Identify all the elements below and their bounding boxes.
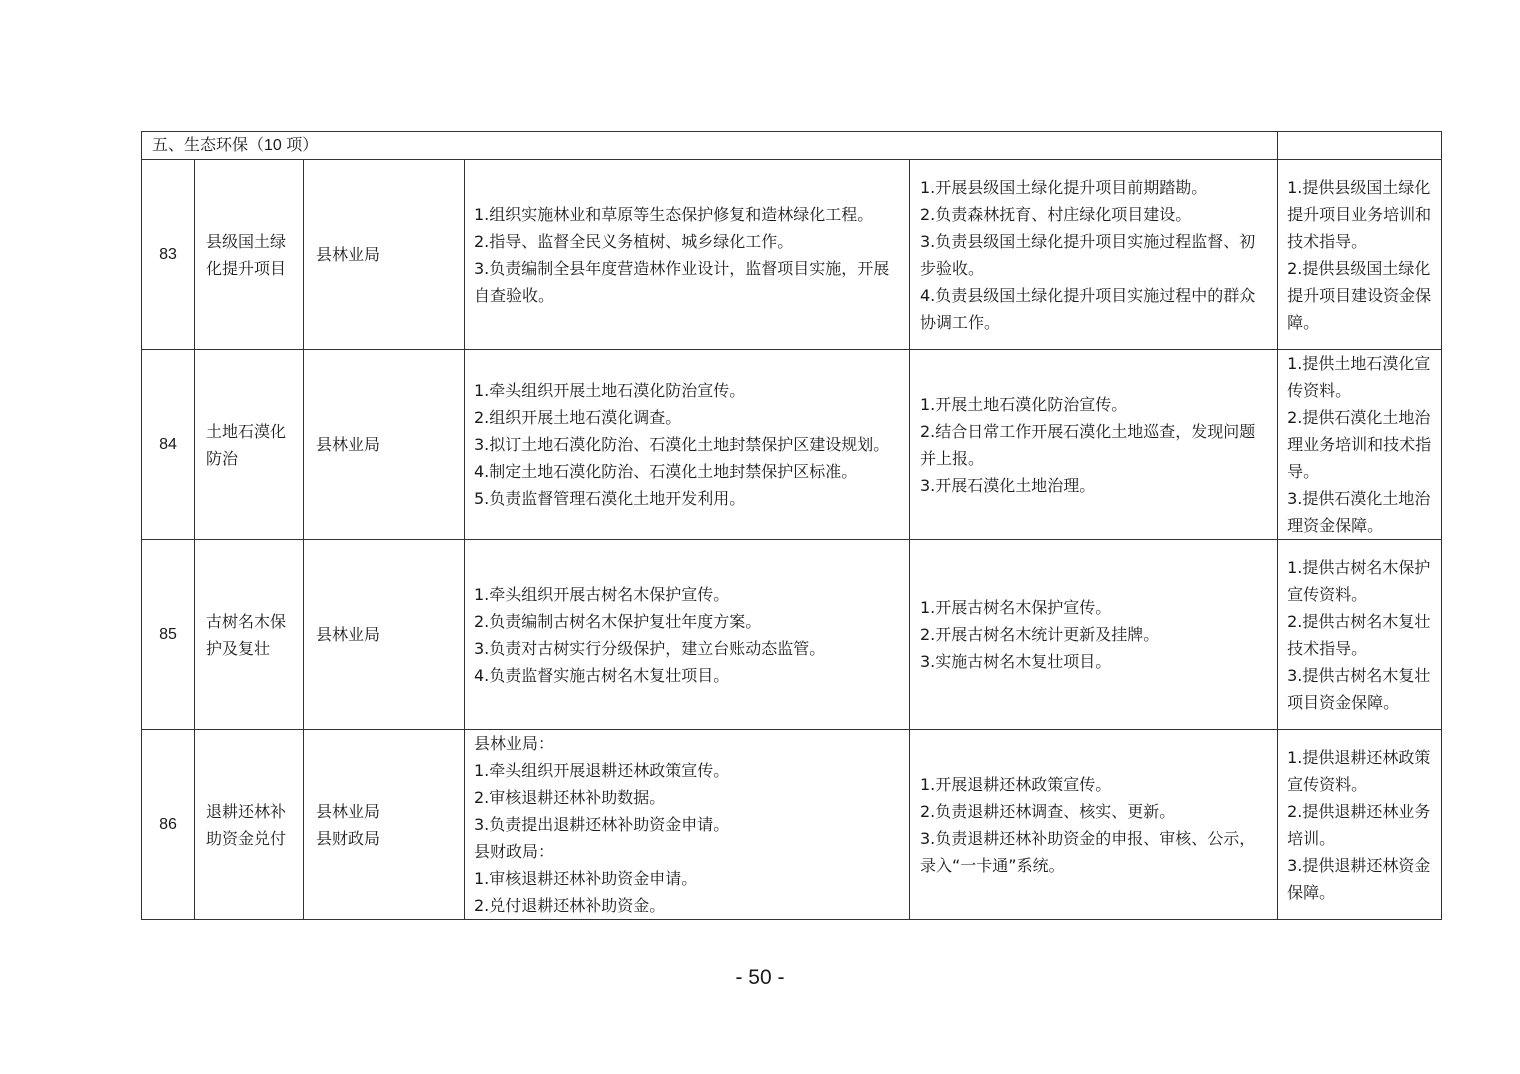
department-duties-line: 1.组织实施林业和草原等生态保护修复和造林绿化工程。: [474, 204, 874, 224]
section-title: 五、生态环保（10 项）: [142, 132, 1278, 160]
township-duties-line: 1.开展退耕还林政策宣传。: [920, 774, 1112, 794]
department-duties-line: 2.组织开展土地石漠化调查。: [474, 408, 682, 427]
responsible-department-line: 县林业局: [316, 245, 381, 264]
township-duties-line: 3.实施古树名木复壮项目。: [920, 652, 1112, 671]
township-duties-line: 2.负责退耕还林调查、核实、更新。: [920, 801, 1176, 821]
responsible-department-line: 县林业局: [316, 801, 381, 821]
township-duties-line: 1.开展县级国土绿化提升项目前期踏勘。: [920, 177, 1208, 197]
township-duties-line: 1.开展古树名木保护宣传。: [920, 598, 1112, 617]
support-measures-line: 1.提供县级国土绿化提升项目业务培训和技术指导。: [1287, 177, 1432, 251]
township-duties: [910, 730, 1278, 920]
department-duties-line: 1.牵头组织开展古树名木保护宣传。: [474, 584, 730, 604]
responsible-department: [304, 160, 465, 350]
item-number: 84: [142, 350, 195, 540]
department-duties: [465, 730, 910, 920]
page-number: - 50 -: [735, 966, 785, 989]
township-duties-line: 2.结合日常工作开展石漠化土地巡查，发现问题并上报。: [920, 421, 1256, 468]
township-duties-line: 2.开展古树名木统计更新及挂牌。: [920, 625, 1160, 644]
section-header-blank-cell: [1278, 132, 1442, 160]
table-row: [142, 730, 1442, 920]
department-duties-line: 2.审核退耕还林补助数据。: [474, 788, 666, 807]
support-measures: [1278, 730, 1442, 920]
support-measures: [1278, 160, 1442, 350]
department-duties-line: 2.兑付退耕还林补助资金。: [474, 896, 666, 915]
item-name: 退耕还林补助资金兑付: [195, 730, 304, 920]
item-name: 土地石漠化防治: [195, 350, 304, 540]
support-measures-line: 2.提供古树名木复壮技术指导。: [1287, 611, 1431, 658]
section-header-row: [142, 132, 1442, 160]
township-duties-line: 3.开展石漠化土地治理。: [920, 475, 1096, 495]
department-duties-line: 2.指导、监督全民义务植树、城乡绿化工作。: [474, 231, 794, 251]
department-duties-line: 1.审核退耕还林补助资金申请。: [474, 869, 698, 888]
support-measures-line: 1.提供退耕还林政策宣传资料。: [1287, 747, 1431, 794]
department-duties-line: 3.拟订土地石漠化防治、石漠化土地封禁保护区建设规划。: [474, 435, 890, 454]
responsible-department-line: 县林业局: [316, 625, 381, 644]
support-measures: [1278, 350, 1442, 540]
responsible-department-line: 县财政局: [316, 828, 381, 848]
township-duties: [910, 540, 1278, 730]
department-duties-line: 3.负责编制全县年度营造林作业设计，监督项目实施，开展自查验收。: [474, 258, 890, 305]
responsible-department: [304, 730, 465, 920]
support-measures: [1278, 540, 1442, 730]
department-duties-line: 3.负责对古树实行分级保护，建立台账动态监管。: [474, 638, 826, 658]
support-measures-line: 1.提供土地石漠化宣传资料。: [1287, 354, 1431, 400]
item-number: 83: [142, 160, 195, 350]
department-duties-line: 县财政局：: [474, 842, 555, 861]
department-duties: [465, 160, 910, 350]
township-duties-line: 3.负责县级国土绿化提升项目实施过程监督、初步验收。: [920, 231, 1256, 278]
township-duties-line: 2.负责森林抚育、村庄绿化项目建设。: [920, 204, 1192, 224]
township-duties: [910, 350, 1278, 540]
department-duties-line: 4.制定土地石漠化防治、石漠化土地封禁保护区标准。: [474, 462, 858, 481]
department-duties-line: 2.负责编制古树名木保护复壮年度方案。: [474, 611, 762, 631]
support-measures-line: 2.提供县级国土绿化提升项目建设资金保障。: [1287, 258, 1432, 332]
department-duties-line: 县林业局：: [474, 734, 555, 753]
item-name: 古树名木保护及复壮: [195, 540, 304, 730]
department-duties: [465, 350, 910, 540]
department-duties-line: 4.负责监督实施古树名木复壮项目。: [474, 665, 730, 685]
township-duties-line: 1.开展土地石漠化防治宣传。: [920, 394, 1128, 414]
support-measures-line: 2.提供石漠化土地治理业务培训和技术指导。: [1287, 408, 1432, 481]
responsible-department-line: 县林业局: [316, 435, 381, 454]
department-duties-line: 3.负责提出退耕还林补助资金申请。: [474, 815, 730, 834]
township-duties-line: 4.负责县级国土绿化提升项目实施过程中的群众协调工作。: [920, 285, 1256, 332]
department-duties-line: 1.牵头组织开展土地石漠化防治宣传。: [474, 381, 746, 400]
department-duties-line: 1.牵头组织开展退耕还林政策宣传。: [474, 761, 730, 780]
support-measures-line: 1.提供古树名木保护宣传资料。: [1287, 557, 1431, 604]
support-measures-line: 3.提供石漠化土地治理资金保障。: [1287, 489, 1431, 535]
township-duties: [910, 160, 1278, 350]
table-row: [142, 160, 1442, 350]
responsible-department: [304, 540, 465, 730]
responsibility-table: [141, 131, 1442, 920]
item-number: 85: [142, 540, 195, 730]
item-number: 86: [142, 730, 195, 920]
department-duties-line: 5.负责监督管理石漠化土地开发利用。: [474, 489, 746, 508]
support-measures-line: 3.提供古树名木复壮项目资金保障。: [1287, 665, 1431, 712]
responsible-department: [304, 350, 465, 540]
table-row: [142, 540, 1442, 730]
table-row: [142, 350, 1442, 540]
support-measures-line: 3.提供退耕还林资金保障。: [1287, 855, 1431, 902]
support-measures-line: 2.提供退耕还林业务培训。: [1287, 801, 1431, 848]
item-name: 县级国土绿化提升项目: [195, 160, 304, 350]
township-duties-line: 3.负责退耕还林补助资金的申报、审核、公示，录入“一卡通”系统。: [920, 828, 1256, 875]
department-duties: [465, 540, 910, 730]
